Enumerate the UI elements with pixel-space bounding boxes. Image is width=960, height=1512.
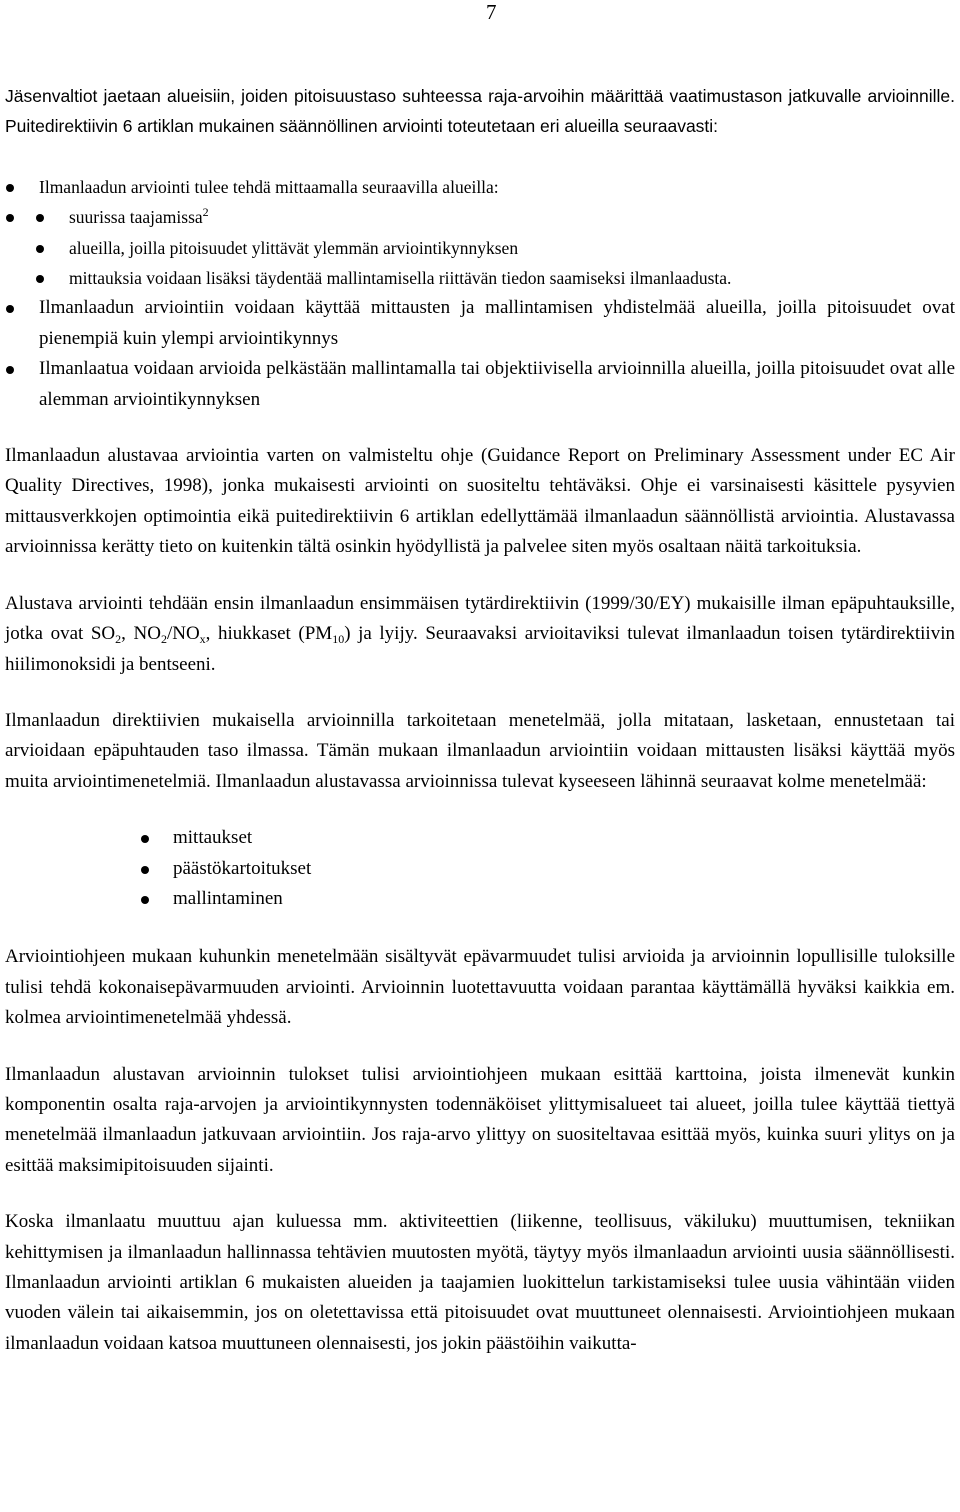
list-item-text: Ilmanlaatua voidaan arvioida pelkästään mallintamalla tai objektiivisella arvioinnilla alueilla, joilla pitoisuudet ovat alle alemman arviointikynnyksen: [39, 358, 955, 410]
methods-intro-paragraph: Ilmanlaadun direktiivien mukaisella arvioinnilla tarkoitetaan menetelmää, jolla mitataan, lasketaan, ennustetaan tai arvioidaan epäpuhtauden taso ilmassa. Tämän mukaan ilmanlaadun arviointiin voidaan mittausten lisäksi käyttää myös muita arviointimenetelmiä. Ilmanlaadun alustavassa arvioinnissa tulevat kyseeseen lähinnä seuraavat kolme menetelmää:: [5, 709, 955, 792]
measurement-sublist: [5, 202, 955, 293]
footnote-marker: 2: [202, 205, 209, 220]
text-segment: Alustava arviointi tehdään ensin ilmanlaadun ensimmäisen tytärdirektiivin (1999/30/EY) mukaisille ilman epäpuhtauksille, jotka ovat SO: [5, 592, 955, 645]
list-item: [5, 172, 955, 202]
uncertainty-paragraph: Arviointiohjeen mukaan kuhunkin menetelmään sisältyvät epävarmuudet tulisi arvioida ja arvioinnin lopullisille tuloksille tulisi tehdä kokonaisepävarmuuden arviointi. Arvioinnin luotettavuutta voidaan parantaa käyttämällä hyväksi kaikkia em. kolmea arviointimenetelmää yhdessä.: [5, 946, 955, 1029]
list-item-text: suurissa taajamissa: [69, 207, 203, 228]
subscript: 10: [332, 632, 345, 647]
intro-paragraph: Jäsenvaltiot jaetaan alueisiin, joiden pitoisuustaso suhteessa raja-arvoihin määrittää vaatimustason jatkuvalle arvioinnille. Puitedirektiivin 6 artiklan mukainen säännöllinen arviointi toteutetaan eri alueilla seuraavasti:: [5, 86, 955, 137]
assessment-regime-list: [5, 172, 955, 294]
text-segment: ) ja lyijy. Seuraavaksi arvioitaviksi tulevat ilmanlaadun toisen tytärdirektiivin hiilimonoksidi ja bentseeni.: [5, 623, 955, 675]
subscript: 2: [115, 632, 122, 647]
list-item: [5, 293, 955, 354]
subscript: x: [199, 632, 206, 647]
text-segment: , NO: [121, 623, 161, 645]
document-body: [5, 81, 955, 1359]
list-item: [5, 263, 955, 293]
assessment-regime-list-2: [5, 293, 955, 415]
list-item: päästökartoitukset: [5, 854, 955, 884]
sublist-container: [5, 202, 955, 293]
list-item-text: Ilmanlaadun arviointi tulee tehdä mittaamalla seuraavilla alueilla:: [39, 176, 499, 197]
list-item: [5, 233, 955, 263]
methods-list: [5, 823, 955, 914]
list-item: mallintaminen: [5, 884, 955, 914]
list-item: mittaukset: [5, 823, 955, 853]
list-item-text: alueilla, joilla pitoisuudet ylittävät ylemmän arviointikynnyksen: [69, 237, 519, 258]
list-item: [5, 354, 955, 415]
list-item-text: Ilmanlaadun arviointiin voidaan käyttää mittausten ja mallintamisen yhdistelmää alueilla, joilla pitoisuudet ovat pienempiä kuin ylempi arviointikynnys: [39, 297, 955, 349]
subscript: 2: [160, 632, 167, 647]
page-number: 7: [486, 0, 497, 24]
list-item-text: mittauksia voidaan lisäksi täydentää mallintamisella riittävän tiedon saamiseksi ilmanlaadusta.: [69, 268, 732, 289]
results-paragraph: Ilmanlaadun alustavan arvioinnin tulokset tulisi arviointiohjeen mukaan esittää karttoina, joista ilmenevät kunkin komponentin osalta raja-arvojen ja arviointikynnysten todennäköiset ylittymisalueet tai alueet, joilla tulee käyttää tiettyä menetelmää ilmanlaadun jatkuvaan arviointiin. Jos raja-arvo ylittyy on suositeltavaa esittää myös, kuinka suuri ylitys on ja esittää maksimipitoisuuden sijainti.: [5, 1063, 955, 1176]
guidance-paragraph: Ilmanlaadun alustavaa arviointia varten on valmisteltu ohje (Guidance Report on Preliminary Assessment under EC Air Quality Directives, 1998), jonka mukaisesti arviointi on suositeltu tehtäväksi. Ohje ei varsinaisesti käsittele pysyvien mittausverkkojen optimointia eikä puitedirektiivin 6 artiklan edellyttämää ilmanlaadun säännöllistä arviointia. Alustavassa arvioinnissa kerätty tieto on kuitenkin tältä osinkin hyödyllistä ja palvelee siten myös osaltaan näitä tarkoituksia.: [5, 445, 955, 558]
text-segment: /NO: [166, 623, 200, 645]
text-segment: , hiukkaset (PM: [205, 623, 333, 645]
renewal-paragraph: Koska ilmanlaatu muuttuu ajan kuluessa mm. aktiviteettien (liikenne, teollisuus, väkiluku) muuttumisen, tekniikan kehittymisen ja ilmanlaadun hallinnassa tehtävien muutosten myötä, täytyy myös ilmanlaadun arviointi uusia säännöllisesti. Ilmanlaadun arviointi artiklan 6 mukaisten alueiden ja taajamien luokittelun tarkistamiseksi tulee uusia vähintään viiden vuoden välein tai aikaisemmin, jos on oletettavissa että pitoisuudet ovat muuttuneet olennaisesti. Arviointiohjeen mukaan ilmanlaadun voidaan katsoa muuttuneen olennaisesti, jos jokin päästöihin vaikutta-: [5, 1211, 955, 1354]
pollutants-paragraph: [5, 589, 955, 680]
list-item: [5, 202, 955, 232]
